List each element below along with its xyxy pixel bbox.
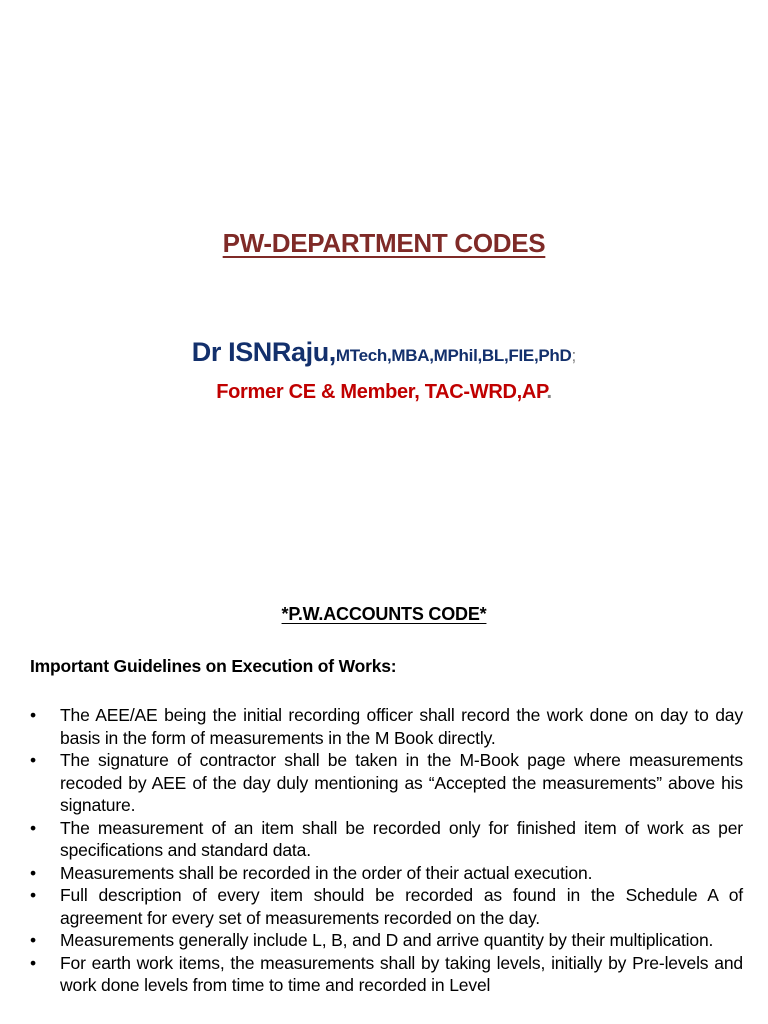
author-name: Dr ISNRaju, — [191, 337, 336, 367]
bullet-marker: • — [30, 862, 36, 883]
guideline-text: For earth work items, the measurements shall by taking levels, initially by Pre-levels and work done levels from time to time and recorded in Level — [60, 952, 743, 995]
bullet-marker: • — [30, 817, 36, 838]
bullet-marker: • — [30, 930, 36, 950]
guideline-text: Full description of every item should be recorded as found in the Schedule A of agreement for every set of measurements recorded on the day. — [60, 885, 743, 928]
document-title-text: PW-DEPARTMENT CODES — [222, 228, 546, 258]
author-semicolon: ; — [571, 346, 577, 365]
affiliation-period: . — [546, 381, 552, 403]
list-item — [30, 749, 743, 817]
guidelines-heading: Important Guidelines on Execution of Works: — [30, 656, 397, 676]
bullet-marker: • — [30, 885, 36, 905]
guideline-text: Measurements shall be recorded in the order of their actual execution. — [60, 862, 593, 883]
list-item — [30, 929, 743, 952]
code-heading — [0, 601, 768, 627]
author-line — [0, 334, 768, 375]
code-heading-text: *P.W.ACCOUNTS CODE* — [281, 604, 487, 624]
list-item — [30, 817, 743, 862]
author-qualifications: MTech,MBA,MPhil,BL,FIE,PhD — [335, 346, 572, 365]
bullet-marker: • — [30, 750, 36, 770]
list-item — [30, 884, 743, 929]
guideline-text: The signature of contractor shall be taken in the M-Book page where measurements recoded by AEE of the day duly mentioning as “Accepted the measurements” above his signature. — [60, 750, 743, 815]
list-item — [30, 952, 743, 997]
document-title — [0, 226, 768, 260]
list-item — [30, 862, 743, 885]
author-affiliation-line — [0, 377, 768, 407]
bullet-marker: • — [30, 952, 36, 973]
guideline-text: Measurements generally include L, B, and D and arrive quantity by their multiplication. — [60, 930, 714, 950]
bullet-marker: • — [30, 705, 36, 725]
guidelines-list — [30, 704, 743, 997]
guideline-text: The measurement of an item shall be recorded only for finished item of work as per specifications and standard data. — [60, 817, 743, 860]
list-item — [30, 704, 743, 749]
author-affiliation: Former CE & Member, TAC-WRD,AP — [216, 381, 547, 403]
guideline-text: The AEE/AE being the initial recording officer shall record the work done on day to day basis in the form of measurements in the M Book directly. — [60, 705, 743, 748]
